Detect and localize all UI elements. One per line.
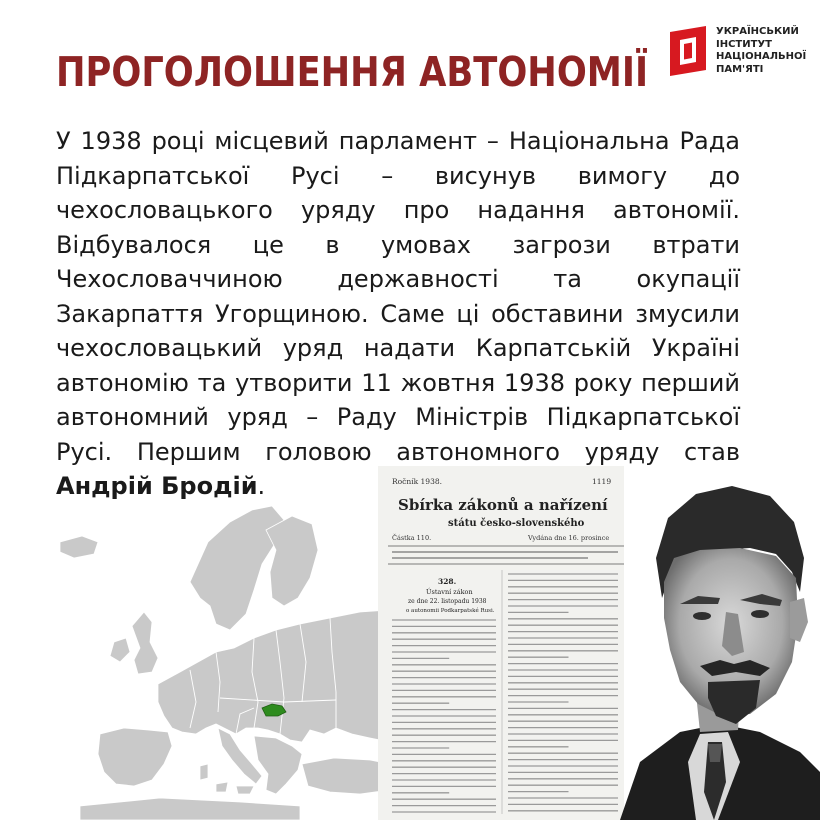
logo-emblem-icon [668, 26, 708, 76]
institute-logo [664, 22, 814, 80]
document-page [378, 466, 624, 820]
historical-document [378, 466, 624, 820]
body-end: . [257, 472, 266, 500]
logo-line: ІНСТИТУТ [716, 38, 772, 50]
doc-part: Částka 110. [392, 534, 432, 542]
doc-header-right: 1119 [592, 477, 612, 486]
doc-law-number: 328. [438, 577, 457, 586]
doc-law-subject: o autonomii Podkarpatské Rusi. [406, 608, 495, 614]
doc-header-left: Ročník 1938. [392, 477, 442, 486]
page-title: ПРОГОЛОШЕННЯ АВТОНОМІЇ [56, 48, 649, 96]
logo-line: ПАМ'ЯТІ [716, 63, 764, 75]
doc-issued: Vydána dne 16. prosince [528, 534, 610, 542]
doc-heading: Sbírka zákonů a nařízení [398, 496, 608, 514]
body-text: У 1938 році місцевий парламент – Національна Рада Підкарпатської Русі – висунув вимогу до чехословацького уряду про надання автономії. Відбувалося це в умовах загрози втрати Чехословаччиною державності та окупації Закарпаття Угорщиною. Саме ці обставини змусили чехословацький уряд надати Карпатській Україні автономію та утворити 11 жовтня 1938 року перший автономний уряд – Раду Міністрів Підкарпатської Русі. Першим головою автономного уряду став [56, 127, 740, 466]
logo-line: УКРАЇНСЬКИЙ [716, 26, 799, 37]
body-paragraph [56, 124, 740, 504]
doc-law-title: Ústavní zákon [426, 588, 473, 596]
doc-law-date: ze dne 22. listopadu 1938 [408, 598, 487, 605]
europe-map [40, 502, 390, 820]
portrait-photo [600, 462, 820, 820]
doc-subheading: státu česko-slovenského [448, 518, 585, 529]
logo-text [716, 26, 806, 76]
logo-line: НАЦІОНАЛЬНОЇ [716, 51, 807, 62]
person-name: Андрій Бродій [56, 472, 258, 500]
